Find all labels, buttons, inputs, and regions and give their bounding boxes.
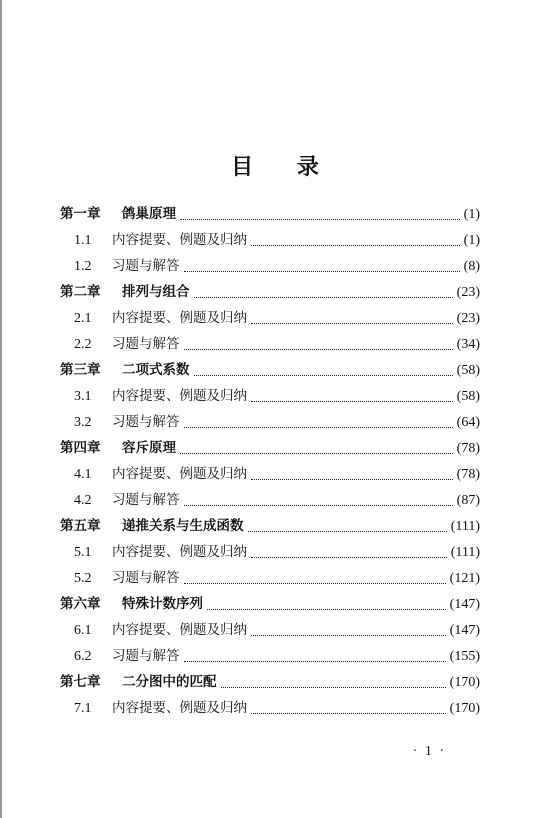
toc-entry-page: (1) xyxy=(463,233,480,248)
toc-entry-page: (78) xyxy=(456,441,480,456)
toc-entry-page: (111) xyxy=(450,545,480,560)
toc-chapter-entry[interactable] xyxy=(60,436,480,462)
toc-entry-number: 第一章 xyxy=(60,206,101,222)
toc-entry-title: 二项式系数 xyxy=(122,362,190,378)
dot-leader xyxy=(207,609,446,610)
toc-entry-number: 5.1 xyxy=(74,545,92,560)
toc-section-entry[interactable] xyxy=(60,384,480,410)
toc-entry-number: 第二章 xyxy=(60,284,101,300)
title-char-2: 录 xyxy=(296,155,319,180)
toc-section-entry[interactable] xyxy=(60,696,480,722)
toc-entry-number: 3.2 xyxy=(74,415,92,430)
dot-leader xyxy=(184,271,460,272)
toc-entry-title: 习题与解答 xyxy=(112,414,180,430)
table-of-contents xyxy=(60,202,480,722)
toc-entry-title: 习题与解答 xyxy=(112,492,180,508)
toc-entry-title: 二分图中的匹配 xyxy=(122,674,217,690)
toc-entry-number: 3.1 xyxy=(74,389,92,404)
toc-entry-number: 4.1 xyxy=(74,467,92,482)
toc-section-entry[interactable] xyxy=(60,254,480,280)
dot-leader xyxy=(251,323,453,324)
toc-section-entry[interactable] xyxy=(60,540,480,566)
dot-leader xyxy=(194,375,453,376)
toc-section-entry[interactable] xyxy=(60,332,480,358)
toc-section-entry[interactable] xyxy=(60,618,480,644)
toc-entry-title: 内容提要、例题及归纳 xyxy=(112,388,247,404)
toc-entry-title: 习题与解答 xyxy=(112,648,180,664)
dot-leader xyxy=(251,479,453,480)
toc-entry-title: 内容提要、例题及归纳 xyxy=(112,544,247,560)
toc-entry-title: 习题与解答 xyxy=(112,258,180,274)
toc-entry-number: 6.2 xyxy=(74,649,92,664)
dot-leader xyxy=(184,427,453,428)
toc-entry-title: 内容提要、例题及归纳 xyxy=(112,310,247,326)
toc-entry-number: 第三章 xyxy=(60,362,101,378)
toc-entry-page: (23) xyxy=(456,311,480,326)
dot-leader xyxy=(184,349,453,350)
toc-chapter-entry[interactable] xyxy=(60,280,480,306)
dot-leader xyxy=(184,505,453,506)
toc-entry-number: 第六章 xyxy=(60,596,101,612)
toc-section-entry[interactable] xyxy=(60,488,480,514)
toc-entry-page: (111) xyxy=(450,519,480,534)
toc-section-entry[interactable] xyxy=(60,228,480,254)
dot-leader xyxy=(180,453,453,454)
title-char-1: 目 xyxy=(231,155,254,180)
page-left-edge xyxy=(0,0,2,818)
toc-entry-title: 内容提要、例题及归纳 xyxy=(112,700,247,716)
toc-entry-number: 第四章 xyxy=(60,440,101,456)
toc-entry-title: 鸽巢原理 xyxy=(122,206,176,222)
toc-chapter-entry[interactable] xyxy=(60,358,480,384)
toc-entry-number: 5.2 xyxy=(74,571,92,586)
toc-section-entry[interactable] xyxy=(60,462,480,488)
toc-entry-page: (1) xyxy=(463,207,480,222)
toc-entry-title: 内容提要、例题及归纳 xyxy=(112,622,247,638)
toc-entry-number: 第五章 xyxy=(60,518,101,534)
dot-leader xyxy=(251,635,446,636)
toc-entry-number: 7.1 xyxy=(74,701,92,716)
toc-entry-number: 6.1 xyxy=(74,623,92,638)
toc-entry-number: 2.1 xyxy=(74,311,92,326)
dot-leader xyxy=(251,401,453,402)
toc-entry-page: (23) xyxy=(456,285,480,300)
toc-section-entry[interactable] xyxy=(60,566,480,592)
toc-entry-title: 习题与解答 xyxy=(112,336,180,352)
dot-leader xyxy=(194,297,453,298)
toc-section-entry[interactable] xyxy=(60,306,480,332)
dot-leader xyxy=(221,687,446,688)
toc-entry-page: (155) xyxy=(449,649,480,664)
toc-entry-page: (170) xyxy=(449,675,480,690)
toc-entry-page: (147) xyxy=(449,597,480,612)
toc-entry-title: 递推关系与生成函数 xyxy=(122,518,244,534)
dot-leader xyxy=(248,531,447,532)
toc-entry-number: 1.1 xyxy=(74,233,92,248)
toc-entry-page: (87) xyxy=(456,493,480,508)
toc-entry-page: (8) xyxy=(463,259,480,274)
toc-chapter-entry[interactable] xyxy=(60,514,480,540)
toc-entry-number: 第七章 xyxy=(60,674,101,690)
toc-entry-title: 特殊计数序列 xyxy=(122,596,203,612)
toc-chapter-entry[interactable] xyxy=(60,202,480,228)
dot-leader xyxy=(180,219,460,220)
toc-entry-title: 习题与解答 xyxy=(112,570,180,586)
toc-entry-page: (34) xyxy=(456,337,480,352)
page-title xyxy=(0,150,550,181)
page-number: · 1 · xyxy=(412,744,446,759)
dot-leader xyxy=(251,557,447,558)
toc-entry-number: 4.2 xyxy=(74,493,92,508)
toc-entry-page: (147) xyxy=(449,623,480,638)
toc-section-entry[interactable] xyxy=(60,644,480,670)
toc-entry-page: (121) xyxy=(449,571,480,586)
toc-entry-page: (58) xyxy=(456,363,480,378)
toc-chapter-entry[interactable] xyxy=(60,592,480,618)
toc-entry-title: 内容提要、例题及归纳 xyxy=(112,466,247,482)
toc-entry-page: (64) xyxy=(456,415,480,430)
dot-leader xyxy=(184,661,446,662)
toc-entry-title: 内容提要、例题及归纳 xyxy=(112,232,247,248)
dot-leader xyxy=(184,583,446,584)
toc-chapter-entry[interactable] xyxy=(60,670,480,696)
toc-entry-number: 1.2 xyxy=(74,259,92,274)
toc-entry-page: (170) xyxy=(449,701,480,716)
toc-entry-title: 排列与组合 xyxy=(122,284,190,300)
toc-entry-number: 2.2 xyxy=(74,337,92,352)
dot-leader xyxy=(251,713,446,714)
dot-leader xyxy=(251,245,460,246)
toc-entry-page: (78) xyxy=(456,467,480,482)
toc-section-entry[interactable] xyxy=(60,410,480,436)
toc-entry-title: 容斥原理 xyxy=(122,440,176,456)
toc-entry-page: (58) xyxy=(456,389,480,404)
